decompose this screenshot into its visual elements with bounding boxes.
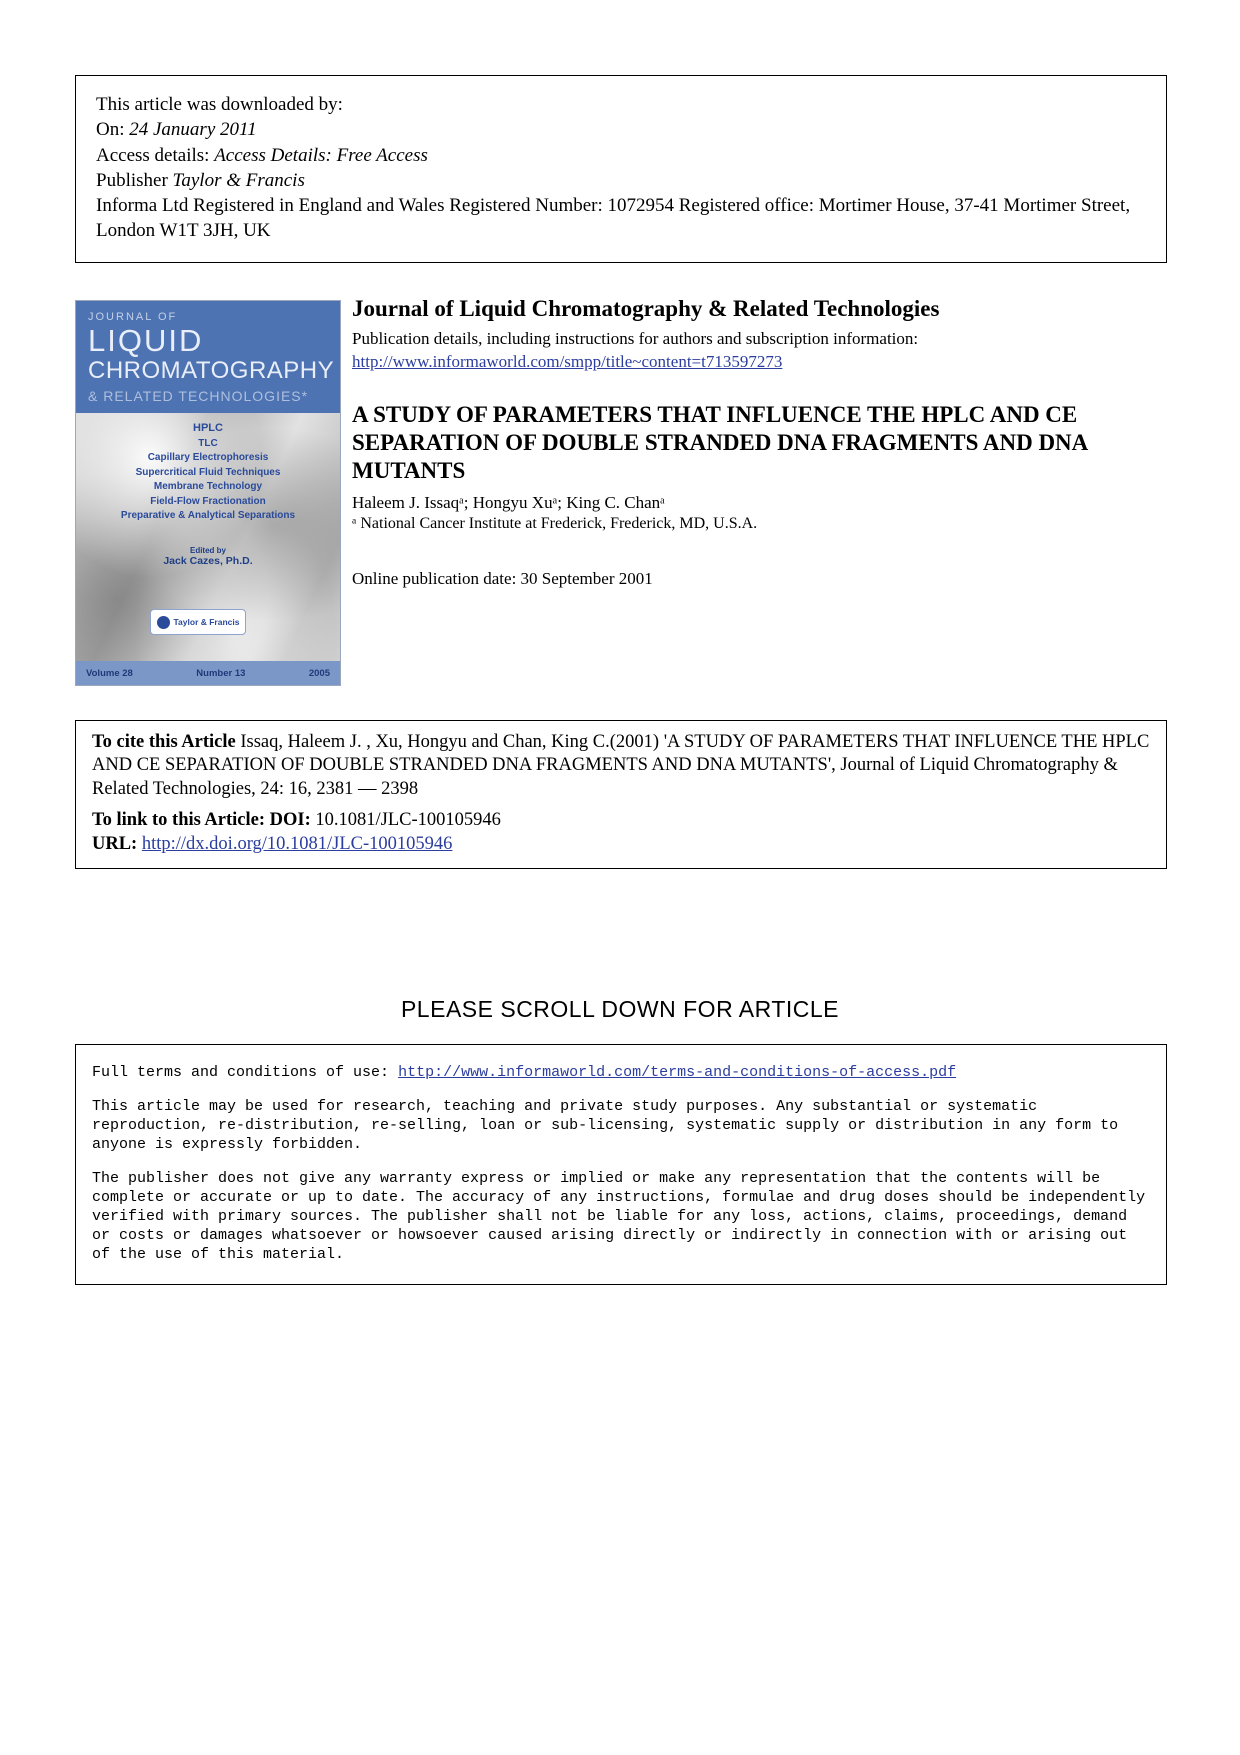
cite-text: Issaq, Haleem J. , Xu, Hongyu and Chan, King C.(2001) 'A STUDY OF PARAMETERS THAT INFLUENCE THE HPLC AND CE SEPARATION OF DOUBLE STRANDED DNA FRAGMENTS AND DNA MUTANTS', Journal of Liquid Chromatography & Related Technologies, 24: 16, 2381 — 2398 <box>92 732 1150 799</box>
access-details-value: Access Details: Free Access <box>214 144 428 166</box>
terms-para-2: The publisher does not give any warranty express or implied or make any representation that the contents will be complete or accurate or up to date. The accuracy of any instructions, formulae and drug doses should be independently verified with primary sources. The publisher shall not be liable for any loss, actions, claims, proceedings, demand or costs or damages whatsoever or howsoever caused arising directly or indirectly in connection with or arising out of the use of this material. <box>92 1170 1146 1264</box>
taylor-francis-logo-icon <box>157 616 170 629</box>
article-title: A STUDY OF PARAMETERS THAT INFLUENCE THE HPLC AND CE SEPARATION OF DOUBLE STRANDED DNA FRAGMENTS AND DNA MUTANTS <box>352 401 1088 483</box>
cover-topic: TLC <box>198 437 218 449</box>
cite-paragraph <box>92 731 1150 801</box>
cover-topic: Supercritical Fluid Techniques <box>135 466 281 478</box>
doi-line <box>92 809 1150 832</box>
url-line <box>92 833 1150 856</box>
publisher-value: Taylor & Francis <box>172 169 305 191</box>
cite-label: To cite this Article <box>92 732 241 752</box>
cover-editor-name: Jack Cazes, Ph.D. <box>163 554 253 567</box>
article-authors: Haleem J. Issaqᵃ; Hongyu Xuᵃ; King C. Chanᵃ <box>352 492 665 512</box>
access-details-label: Access details: <box>96 144 215 166</box>
cover-topic: Capillary Electrophoresis <box>147 452 269 464</box>
cover-title-chromatography: CHROMATOGRAPHY <box>88 356 335 384</box>
cover-title-liquid: LIQUID <box>88 323 204 358</box>
article-affiliation: ᵃ National Cancer Institute at Frederick, Frederick, MD, U.S.A. <box>352 514 758 532</box>
cover-year: 2005 <box>308 667 330 679</box>
online-publication-date: Online publication date: 30 September 2001 <box>352 568 653 588</box>
terms-box <box>75 1044 1167 1285</box>
url-label: URL: <box>92 833 142 854</box>
cover-volume: Volume 28 <box>86 667 133 679</box>
journal-cover-image <box>75 300 341 686</box>
cover-header <box>76 301 340 413</box>
article-info-column <box>352 296 1168 589</box>
cover-topic: Field-Flow Fractionation <box>150 495 266 507</box>
download-date-value: 24 January 2011 <box>129 119 257 141</box>
cover-number: Number 13 <box>196 667 246 679</box>
cover-journal-of: JOURNAL OF <box>88 311 178 323</box>
taylor-francis-logo <box>150 609 246 635</box>
full-terms-label: Full terms and conditions of use: <box>92 1064 399 1081</box>
terms-url-link[interactable]: http://www.informaworld.com/terms-and-conditions-of-access.pdf <box>398 1064 957 1081</box>
cover-topic: HPLC <box>193 422 223 434</box>
journal-title: Journal of Liquid Chromatography & Related Technologies <box>352 296 940 321</box>
cover-editor-block <box>76 546 340 567</box>
cover-topic: Preparative & Analytical Separations <box>120 510 296 522</box>
cover-topic: Membrane Technology <box>153 481 263 493</box>
cover-edited-by: Edited by <box>189 545 226 555</box>
doi-value: 10.1081/JLC-100105946 <box>315 810 501 831</box>
access-details-line <box>96 143 1146 168</box>
downloaded-by-line: This article was downloaded by: <box>96 94 343 115</box>
publication-details: Publication details, including instructions for authors and subscription information: <box>352 329 919 349</box>
publisher-label: Publisher <box>96 169 173 191</box>
download-info-box <box>75 75 1167 263</box>
scroll-notice: PLEASE SCROLL DOWN FOR ARTICLE <box>400 996 840 1022</box>
cover-title-related: & RELATED TECHNOLOGIES* <box>88 387 309 404</box>
doi-label: To link to this Article: DOI: <box>92 810 316 831</box>
cover-footer <box>76 661 340 685</box>
doi-url-link[interactable]: http://dx.doi.org/10.1081/JLC-100105946 <box>141 833 453 854</box>
full-terms-line <box>92 1063 1150 1082</box>
download-date-label: On: <box>96 119 130 141</box>
informa-registration-line: Informa Ltd Registered in England and Wales Registered Number: 1072954 Registered office: Mortimer House, 37-41 Mortimer Street, London W1T 3JH, UK <box>96 195 1131 242</box>
journal-url-link[interactable]: http://www.informaworld.com/smpp/title~content=t713597273 <box>352 351 783 371</box>
terms-para-1: This article may be used for research, teaching and private study purposes. Any substantial or systematic reproduction, re-distribution, re-selling, loan or sub-licensing, systematic supply or distribution in any form to anyone is expressly forbidden. <box>92 1098 1119 1154</box>
publisher-line <box>96 168 1146 193</box>
citation-box <box>75 720 1167 869</box>
cover-body-texture <box>76 413 340 661</box>
taylor-francis-logo-text: Taylor & Francis <box>173 616 240 627</box>
download-date-line <box>96 117 1146 142</box>
